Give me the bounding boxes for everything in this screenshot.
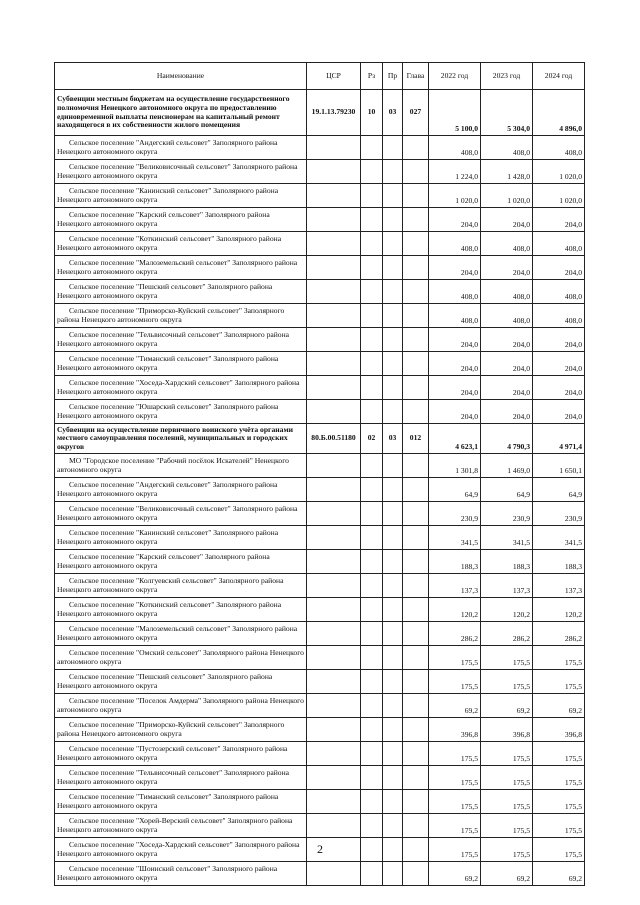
row-rz: 02 — [361, 424, 383, 454]
row-value-2023: 120,2 — [481, 598, 533, 622]
row-name: Сельское поселение "Пустозерский сельсовет" Заполярного района Ненецкого автономного округа — [55, 742, 307, 766]
table-header-row — [55, 63, 585, 90]
row-value-2024: 230,9 — [533, 502, 585, 526]
row-glava — [403, 622, 429, 646]
row-value-2022: 175,5 — [429, 838, 481, 862]
row-name: Сельское поселение "Тиманский сельсовет" Заполярного района Ненецкого автономного округа — [55, 352, 307, 376]
row-value-2022: 1 224,0 — [429, 160, 481, 184]
row-name: Сельское поселение "Великовисочный сельсовет" Заполярного района Ненецкого автономного округа — [55, 160, 307, 184]
row-name: МО "Городское поселение "Рабочий посёлок Искателей" Ненецкого автономного округа — [55, 454, 307, 478]
row-name: Сельское поселение "Омский сельсовет" Заполярного района Ненецкого автономного округа — [55, 646, 307, 670]
row-value-2023: 204,0 — [481, 400, 533, 424]
row-csr — [307, 742, 361, 766]
table-row — [55, 814, 585, 838]
row-value-2023: 230,9 — [481, 502, 533, 526]
row-rz — [361, 598, 383, 622]
row-name: Субвенции на осуществление первичного воинского учёта органами местного самоуправления поселений, муниципальных и городских округов — [55, 424, 307, 454]
row-value-2024: 1 650,1 — [533, 454, 585, 478]
row-name: Сельское поселение "Колгуевский сельсовет" Заполярного района Ненецкого автономного округа — [55, 574, 307, 598]
row-value-2022: 408,0 — [429, 232, 481, 256]
row-glava — [403, 574, 429, 598]
row-rz — [361, 694, 383, 718]
row-value-2022: 1 020,0 — [429, 184, 481, 208]
row-pr — [383, 646, 403, 670]
row-value-2023: 204,0 — [481, 208, 533, 232]
table-row — [55, 256, 585, 280]
row-csr — [307, 136, 361, 160]
row-pr: 03 — [383, 90, 403, 136]
row-csr — [307, 766, 361, 790]
row-value-2023: 175,5 — [481, 766, 533, 790]
row-value-2022: 175,5 — [429, 766, 481, 790]
row-pr — [383, 478, 403, 502]
row-name: Сельское поселение "Хорей-Верский сельсовет" Заполярного района Ненецкого автономного округа — [55, 814, 307, 838]
row-name: Сельское поселение "Поселок Амдерма" Заполярного района Ненецкого автономного округа — [55, 694, 307, 718]
page-number: 2 — [317, 842, 323, 856]
row-pr — [383, 376, 403, 400]
row-value-2023: 1 020,0 — [481, 184, 533, 208]
row-pr — [383, 670, 403, 694]
table-row — [55, 646, 585, 670]
row-value-2023: 408,0 — [481, 304, 533, 328]
row-glava — [403, 478, 429, 502]
row-rz: 10 — [361, 90, 383, 136]
table-row — [55, 160, 585, 184]
row-csr — [307, 574, 361, 598]
row-value-2023: 408,0 — [481, 136, 533, 160]
table-row — [55, 526, 585, 550]
row-glava — [403, 694, 429, 718]
row-csr — [307, 790, 361, 814]
row-rz — [361, 208, 383, 232]
row-value-2024: 204,0 — [533, 208, 585, 232]
row-value-2023: 4 790,3 — [481, 424, 533, 454]
row-glava — [403, 208, 429, 232]
row-glava — [403, 670, 429, 694]
table-row — [55, 304, 585, 328]
row-csr — [307, 376, 361, 400]
header-name: Наименование — [55, 63, 307, 90]
row-glava — [403, 598, 429, 622]
row-csr — [307, 670, 361, 694]
row-glava: 012 — [403, 424, 429, 454]
row-name: Сельское поселение "Приморско-Куйский сельсовет" Заполярного района Ненецкого автономного округа — [55, 718, 307, 742]
row-glava — [403, 766, 429, 790]
document-page — [54, 62, 585, 886]
row-csr — [307, 694, 361, 718]
row-name: Сельское поселение "Коткинский сельсовет" Заполярного района Ненецкого автономного округа — [55, 232, 307, 256]
row-pr — [383, 454, 403, 478]
row-pr — [383, 400, 403, 424]
row-glava — [403, 790, 429, 814]
row-glava — [403, 352, 429, 376]
row-value-2022: 408,0 — [429, 280, 481, 304]
row-rz — [361, 670, 383, 694]
row-value-2022: 286,2 — [429, 622, 481, 646]
table-row — [55, 502, 585, 526]
row-pr — [383, 550, 403, 574]
row-csr — [307, 646, 361, 670]
row-value-2024: 408,0 — [533, 136, 585, 160]
row-pr — [383, 304, 403, 328]
row-name: Сельское поселение "Великовисочный сельсовет" Заполярного района Ненецкого автономного округа — [55, 502, 307, 526]
row-csr — [307, 718, 361, 742]
header-2024: 2024 год — [533, 63, 585, 90]
row-pr — [383, 862, 403, 886]
row-value-2023: 175,5 — [481, 646, 533, 670]
row-glava — [403, 304, 429, 328]
row-pr — [383, 622, 403, 646]
row-glava — [403, 526, 429, 550]
row-value-2022: 5 100,0 — [429, 90, 481, 136]
row-value-2023: 1 428,0 — [481, 160, 533, 184]
row-value-2024: 137,3 — [533, 574, 585, 598]
row-value-2023: 69,2 — [481, 862, 533, 886]
row-csr — [307, 184, 361, 208]
row-value-2022: 175,5 — [429, 814, 481, 838]
row-pr — [383, 526, 403, 550]
row-name: Сельское поселение "Тельвисочный сельсовет" Заполярного района Ненецкого автономного округа — [55, 766, 307, 790]
table-row — [55, 694, 585, 718]
row-value-2023: 175,5 — [481, 742, 533, 766]
row-value-2023: 408,0 — [481, 280, 533, 304]
row-glava — [403, 280, 429, 304]
row-rz — [361, 232, 383, 256]
row-csr — [307, 862, 361, 886]
row-pr — [383, 184, 403, 208]
row-csr — [307, 232, 361, 256]
row-glava — [403, 814, 429, 838]
row-csr — [307, 328, 361, 352]
row-csr: 80.Б.00.51180 — [307, 424, 361, 454]
row-csr — [307, 814, 361, 838]
row-value-2022: 188,3 — [429, 550, 481, 574]
row-name: Сельское поселение "Малоземельский сельсовет" Заполярного района Ненецкого автономного округа — [55, 622, 307, 646]
row-rz — [361, 136, 383, 160]
row-rz — [361, 352, 383, 376]
row-glava — [403, 646, 429, 670]
row-rz — [361, 502, 383, 526]
row-name: Сельское поселение "Юшарский сельсовет" Заполярного района Ненецкого автономного округа — [55, 400, 307, 424]
row-value-2024: 120,2 — [533, 598, 585, 622]
row-value-2022: 175,5 — [429, 670, 481, 694]
row-value-2022: 408,0 — [429, 136, 481, 160]
table-row — [55, 574, 585, 598]
row-value-2022: 408,0 — [429, 304, 481, 328]
row-rz — [361, 622, 383, 646]
row-rz — [361, 862, 383, 886]
row-value-2023: 204,0 — [481, 256, 533, 280]
row-name: Сельское поселение "Тиманский сельсовет" Заполярного района Ненецкого автономного округа — [55, 790, 307, 814]
row-value-2024: 175,5 — [533, 814, 585, 838]
row-value-2024: 408,0 — [533, 304, 585, 328]
row-value-2024: 69,2 — [533, 694, 585, 718]
row-pr — [383, 790, 403, 814]
row-value-2023: 137,3 — [481, 574, 533, 598]
row-name: Сельское поселение "Карский сельсовет" Заполярного района Ненецкого автономного округа — [55, 208, 307, 232]
row-pr — [383, 328, 403, 352]
row-csr — [307, 400, 361, 424]
row-value-2022: 396,8 — [429, 718, 481, 742]
row-name: Сельское поселение "Шоинский сельсовет" Заполярного района Ненецкого автономного округа — [55, 862, 307, 886]
header-csr: ЦСР — [307, 63, 361, 90]
row-value-2023: 175,5 — [481, 670, 533, 694]
row-glava — [403, 502, 429, 526]
row-value-2022: 341,5 — [429, 526, 481, 550]
row-glava — [403, 160, 429, 184]
row-glava — [403, 742, 429, 766]
row-csr — [307, 208, 361, 232]
table-row — [55, 352, 585, 376]
row-value-2024: 1 020,0 — [533, 184, 585, 208]
row-rz — [361, 454, 383, 478]
row-value-2024: 4 896,0 — [533, 90, 585, 136]
row-name: Сельское поселение "Андегский сельсовет" Заполярного района Ненецкого автономного округа — [55, 136, 307, 160]
row-name: Субвенции местным бюджетам на осуществление государственного полномочия Ненецкого автономного округа по предоставлению единовременной выплаты пенсионерам на капитальный ремонт находящегося в их собственности жилого помещения — [55, 90, 307, 136]
table-row — [55, 400, 585, 424]
table-row — [55, 280, 585, 304]
row-csr — [307, 526, 361, 550]
table-row — [55, 136, 585, 160]
row-csr — [307, 454, 361, 478]
row-value-2024: 204,0 — [533, 256, 585, 280]
subvention-row — [55, 424, 585, 454]
row-pr — [383, 232, 403, 256]
row-glava — [403, 718, 429, 742]
row-csr — [307, 550, 361, 574]
row-value-2024: 408,0 — [533, 280, 585, 304]
row-rz — [361, 376, 383, 400]
row-rz — [361, 790, 383, 814]
row-csr: 19.1.13.79230 — [307, 90, 361, 136]
row-value-2022: 137,3 — [429, 574, 481, 598]
row-pr — [383, 598, 403, 622]
row-rz — [361, 742, 383, 766]
row-value-2023: 175,5 — [481, 838, 533, 862]
row-value-2023: 408,0 — [481, 232, 533, 256]
row-value-2023: 341,5 — [481, 526, 533, 550]
row-csr — [307, 160, 361, 184]
row-csr — [307, 304, 361, 328]
table-row — [55, 208, 585, 232]
row-csr — [307, 622, 361, 646]
row-name: Сельское поселение "Пешский сельсовет" Заполярного района Ненецкого автономного округа — [55, 280, 307, 304]
header-rz: Рз — [361, 63, 383, 90]
row-value-2024: 408,0 — [533, 232, 585, 256]
row-rz — [361, 478, 383, 502]
row-glava — [403, 376, 429, 400]
row-csr — [307, 256, 361, 280]
row-rz — [361, 184, 383, 208]
row-pr — [383, 574, 403, 598]
row-value-2024: 204,0 — [533, 328, 585, 352]
row-rz — [361, 160, 383, 184]
row-value-2022: 175,5 — [429, 742, 481, 766]
row-value-2022: 204,0 — [429, 256, 481, 280]
table-row — [55, 766, 585, 790]
row-value-2024: 286,2 — [533, 622, 585, 646]
budget-table — [54, 62, 585, 886]
row-rz — [361, 550, 383, 574]
header-2023: 2023 год — [481, 63, 533, 90]
row-value-2024: 175,5 — [533, 766, 585, 790]
row-name: Сельское поселение "Малоземельский сельсовет" Заполярного района Ненецкого автономного округа — [55, 256, 307, 280]
row-name: Сельское поселение "Канинский сельсовет" Заполярного района Ненецкого автономного округа — [55, 184, 307, 208]
row-pr — [383, 742, 403, 766]
row-csr — [307, 478, 361, 502]
row-glava — [403, 136, 429, 160]
row-pr: 03 — [383, 424, 403, 454]
row-rz — [361, 766, 383, 790]
row-pr — [383, 502, 403, 526]
row-pr — [383, 718, 403, 742]
row-rz — [361, 400, 383, 424]
row-name: Сельское поселение "Хоседа-Хардский сельсовет" Заполярного района Ненецкого автономного округа — [55, 838, 307, 862]
row-glava — [403, 232, 429, 256]
row-value-2023: 396,8 — [481, 718, 533, 742]
table-row — [55, 232, 585, 256]
row-value-2024: 188,3 — [533, 550, 585, 574]
row-value-2023: 204,0 — [481, 376, 533, 400]
table-row — [55, 454, 585, 478]
row-pr — [383, 766, 403, 790]
table-row — [55, 622, 585, 646]
row-rz — [361, 646, 383, 670]
row-csr — [307, 598, 361, 622]
row-value-2024: 175,5 — [533, 838, 585, 862]
row-value-2024: 69,2 — [533, 862, 585, 886]
table-row — [55, 598, 585, 622]
row-value-2023: 188,3 — [481, 550, 533, 574]
row-glava — [403, 184, 429, 208]
row-pr — [383, 208, 403, 232]
row-rz — [361, 256, 383, 280]
row-rz — [361, 304, 383, 328]
row-csr — [307, 502, 361, 526]
row-value-2022: 204,0 — [429, 400, 481, 424]
row-rz — [361, 280, 383, 304]
row-pr — [383, 694, 403, 718]
row-value-2023: 175,5 — [481, 790, 533, 814]
row-rz — [361, 526, 383, 550]
row-value-2022: 204,0 — [429, 376, 481, 400]
table-row — [55, 862, 585, 886]
row-name: Сельское поселение "Хоседа-Хардский сельсовет" Заполярного района Ненецкого автономного округа — [55, 376, 307, 400]
table-row — [55, 742, 585, 766]
header-pr: Пр — [383, 63, 403, 90]
row-rz — [361, 814, 383, 838]
row-value-2023: 286,2 — [481, 622, 533, 646]
row-value-2023: 204,0 — [481, 328, 533, 352]
table-row — [55, 790, 585, 814]
row-value-2024: 396,8 — [533, 718, 585, 742]
row-name: Сельское поселение "Андегский сельсовет" Заполярного района Ненецкого автономного округа — [55, 478, 307, 502]
table-row — [55, 718, 585, 742]
row-value-2023: 1 469,0 — [481, 454, 533, 478]
row-value-2022: 1 301,8 — [429, 454, 481, 478]
row-value-2023: 64,9 — [481, 478, 533, 502]
row-name: Сельское поселение "Пешский сельсовет" Заполярного района Ненецкого автономного округа — [55, 670, 307, 694]
table-row — [55, 550, 585, 574]
row-value-2022: 230,9 — [429, 502, 481, 526]
table-row — [55, 328, 585, 352]
row-value-2022: 204,0 — [429, 328, 481, 352]
row-value-2024: 204,0 — [533, 400, 585, 424]
row-value-2022: 204,0 — [429, 352, 481, 376]
row-value-2022: 204,0 — [429, 208, 481, 232]
header-2022: 2022 год — [429, 63, 481, 90]
row-name: Сельское поселение "Тельвисочный сельсовет" Заполярного района Ненецкого автономного округа — [55, 328, 307, 352]
table-row — [55, 184, 585, 208]
header-glava: Глава — [403, 63, 429, 90]
row-pr — [383, 280, 403, 304]
row-glava — [403, 454, 429, 478]
row-value-2024: 4 971,4 — [533, 424, 585, 454]
row-name: Сельское поселение "Приморско-Куйский сельсовет" Заполярного района Ненецкого автономного округа — [55, 304, 307, 328]
row-value-2024: 175,5 — [533, 670, 585, 694]
row-glava — [403, 400, 429, 424]
row-value-2024: 175,5 — [533, 646, 585, 670]
row-value-2023: 175,5 — [481, 814, 533, 838]
row-value-2024: 175,5 — [533, 742, 585, 766]
row-value-2022: 175,5 — [429, 646, 481, 670]
table-row — [55, 478, 585, 502]
row-glava — [403, 328, 429, 352]
row-pr — [383, 160, 403, 184]
row-csr — [307, 280, 361, 304]
row-value-2024: 341,5 — [533, 526, 585, 550]
row-pr — [383, 256, 403, 280]
table-row — [55, 376, 585, 400]
row-value-2022: 120,2 — [429, 598, 481, 622]
row-name: Сельское поселение "Канинский сельсовет" Заполярного района Ненецкого автономного округа — [55, 526, 307, 550]
row-value-2022: 69,2 — [429, 694, 481, 718]
row-pr — [383, 136, 403, 160]
row-glava — [403, 550, 429, 574]
row-pr — [383, 814, 403, 838]
subvention-row — [55, 90, 585, 136]
row-value-2023: 69,2 — [481, 694, 533, 718]
row-value-2024: 1 020,0 — [533, 160, 585, 184]
row-name: Сельское поселение "Карский сельсовет" Заполярного района Ненецкого автономного округа — [55, 550, 307, 574]
row-rz — [361, 328, 383, 352]
row-value-2022: 69,2 — [429, 862, 481, 886]
row-value-2022: 175,5 — [429, 790, 481, 814]
row-name: Сельское поселение "Коткинский сельсовет" Заполярного района Ненецкого автономного округа — [55, 598, 307, 622]
row-glava — [403, 256, 429, 280]
row-value-2024: 204,0 — [533, 376, 585, 400]
row-rz — [361, 574, 383, 598]
row-value-2022: 64,9 — [429, 478, 481, 502]
row-glava: 027 — [403, 90, 429, 136]
row-csr — [307, 352, 361, 376]
row-value-2024: 64,9 — [533, 478, 585, 502]
row-value-2022: 4 623,1 — [429, 424, 481, 454]
row-pr — [383, 352, 403, 376]
row-glava — [403, 862, 429, 886]
table-row — [55, 670, 585, 694]
row-value-2024: 175,5 — [533, 790, 585, 814]
row-value-2023: 5 304,0 — [481, 90, 533, 136]
row-value-2024: 204,0 — [533, 352, 585, 376]
row-rz — [361, 718, 383, 742]
row-value-2023: 204,0 — [481, 352, 533, 376]
